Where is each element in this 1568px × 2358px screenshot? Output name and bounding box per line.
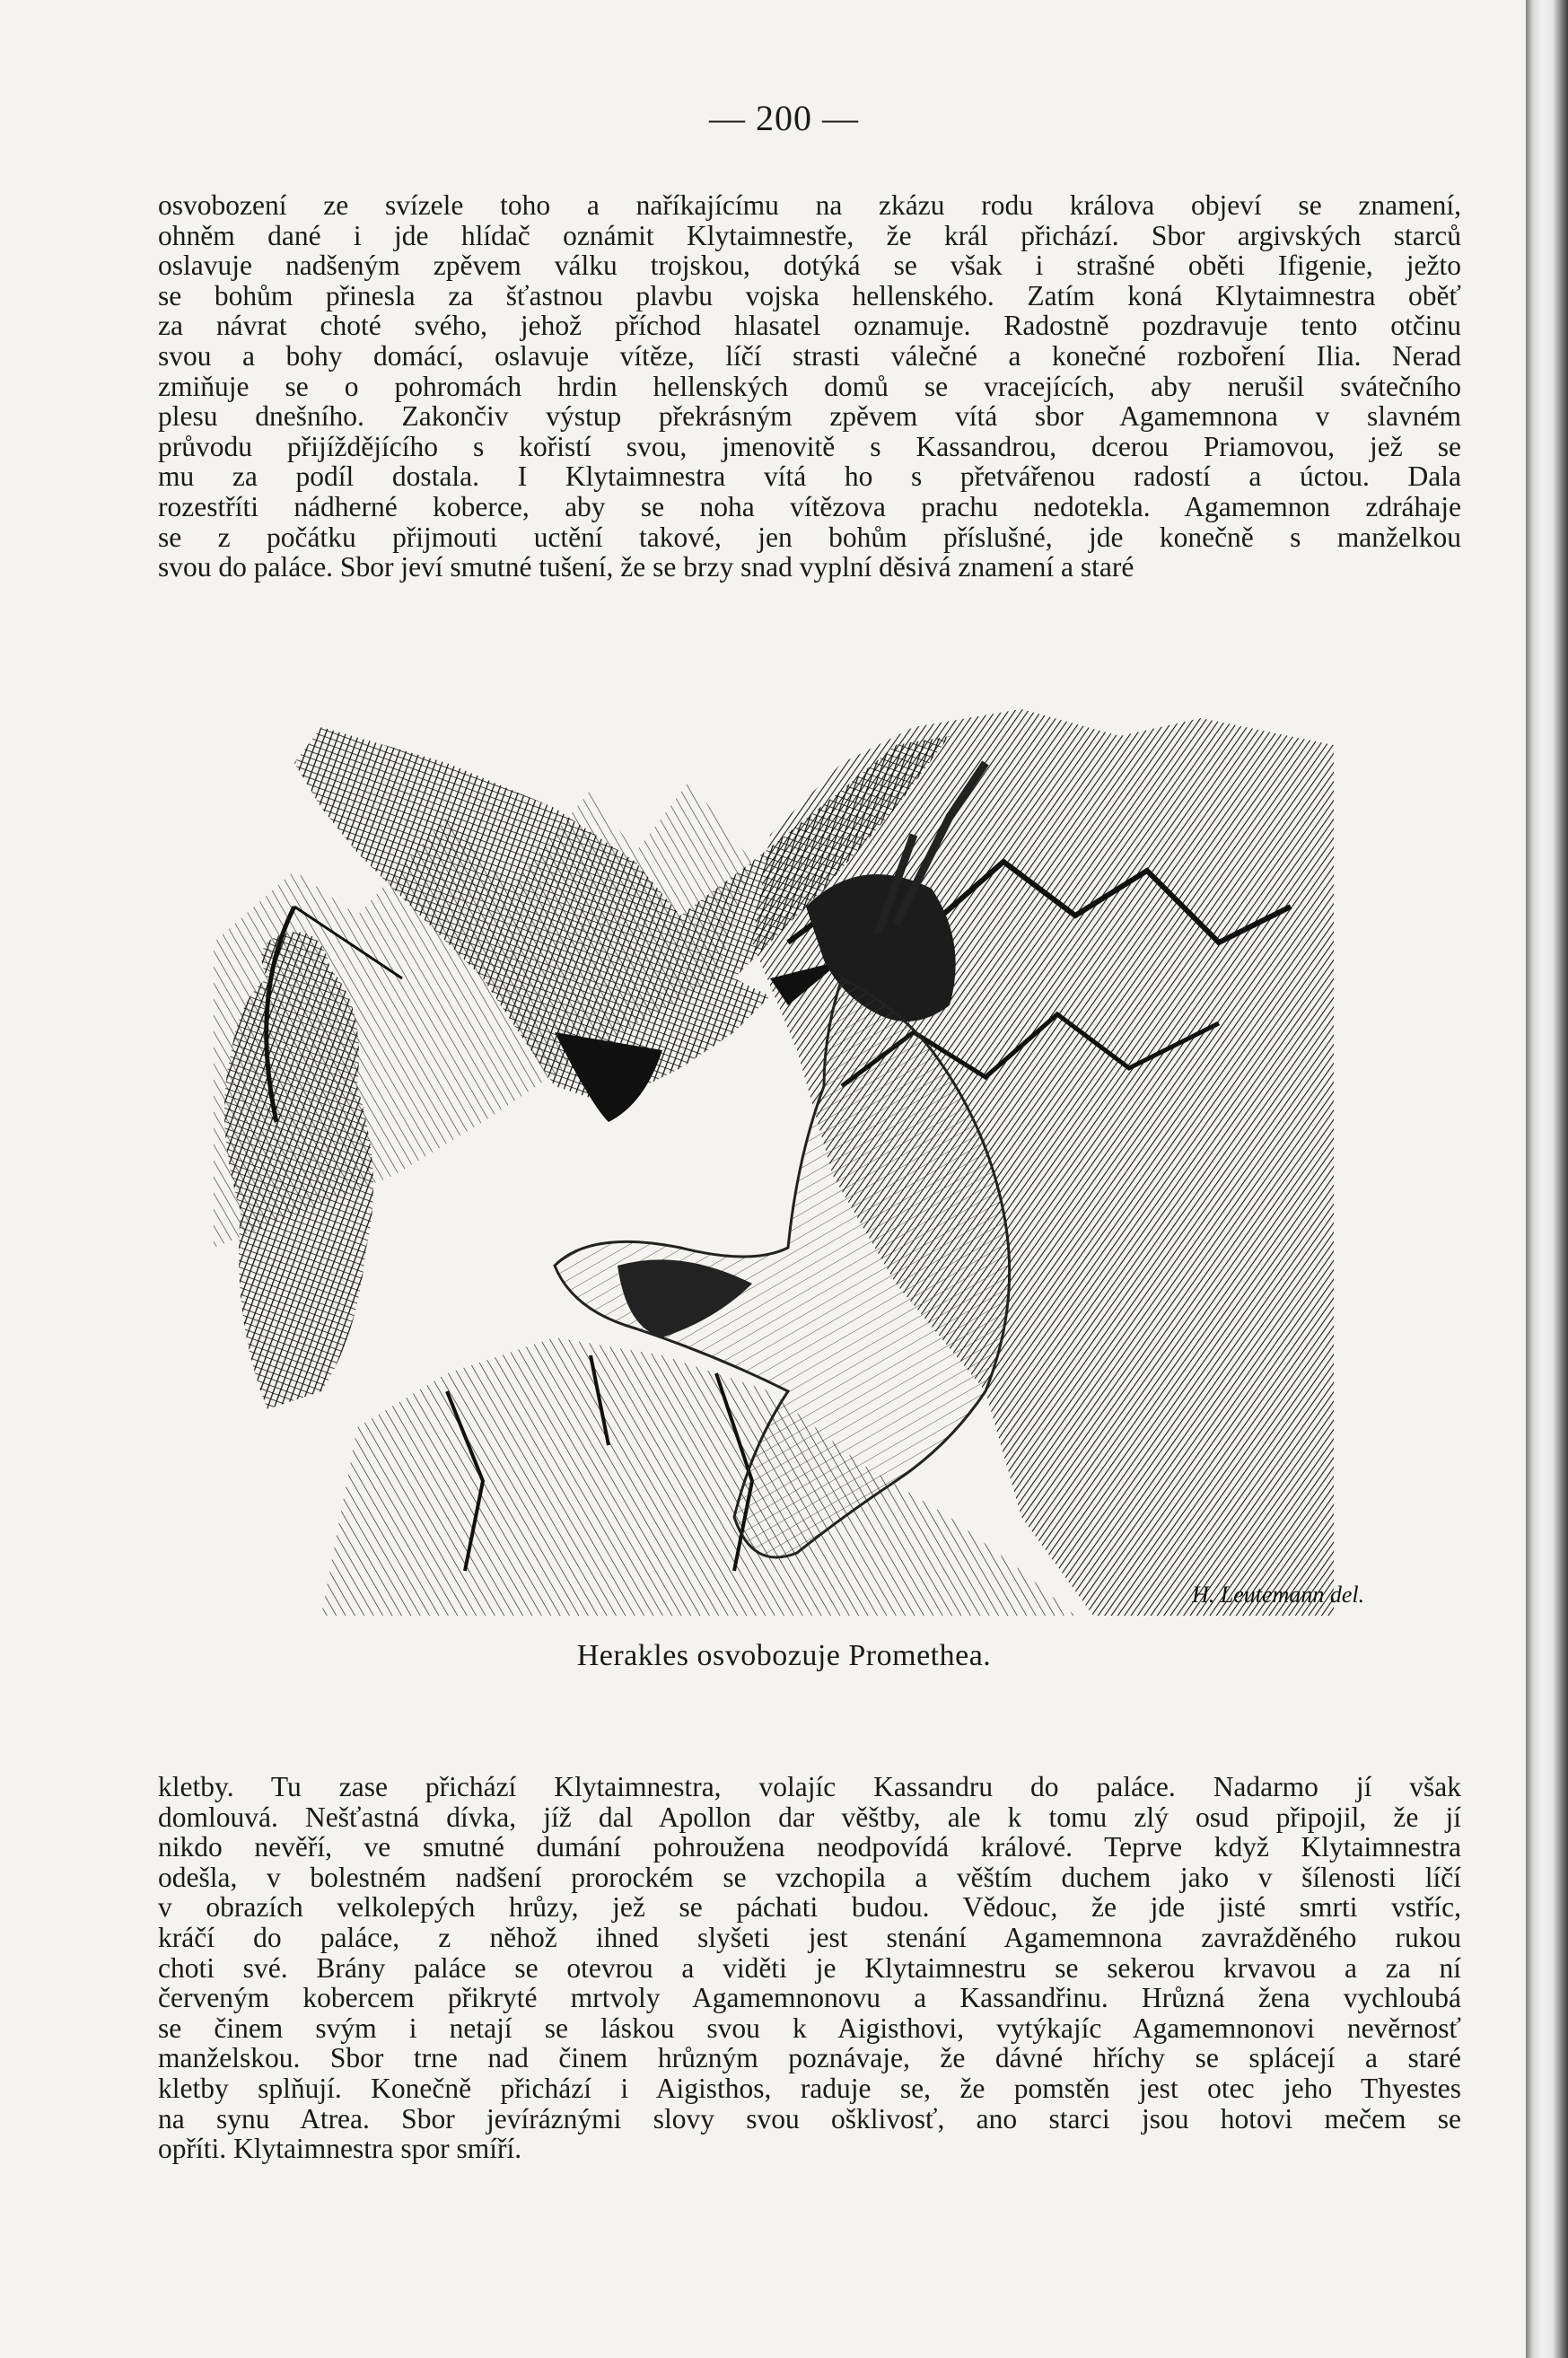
- bottom-paragraph: [158, 1772, 1461, 2164]
- text-line: červeným kobercem přikryté mrtvoly Agamemnonovu a Kassandřinu. Hrůzná žena vychloubá: [158, 1982, 1461, 2014]
- text-line: za návrat choté svého, jehož příchod hlasatel oznamuje. Radostně pozdravuje tento otčinu: [158, 310, 1461, 342]
- top-paragraph: [158, 190, 1461, 583]
- text-line: se z počátku přijmouti uctění takové, jen bohům příslušné, jde konečně s manželkou: [158, 521, 1461, 553]
- text-line: zmiňuje se o pohromách hrdin hellenských domů se vracejících, aby nerušil svátečního: [158, 370, 1461, 402]
- text-line: nikdo nevěří, ve smutné dumání pohroužena neodpovídá králové. Teprve když Klytaimnestra: [158, 1831, 1461, 1863]
- illustration-signature: H. Leutemann del.: [1192, 1582, 1365, 1608]
- text-line: choti své. Brány paláce se otevrou a viděti je Klytaimnestru se sekerou krvavou a za ní: [158, 1951, 1461, 1984]
- text-line: opříti. Klytaimnestra spor smíří.: [158, 2133, 522, 2165]
- illustration-herakles-prometheus: [214, 709, 1365, 1616]
- text-line: v obrazích velkolepých hrůzy, jež se páchati budou. Vědouc, že jde jisté smrti vstříc,: [158, 1891, 1461, 1924]
- text-line: odešla, v bolestném nadšení prorockém se vzchopila a věštím duchem jako v šílenosti líčí: [158, 1861, 1461, 1893]
- text-line: osvobození ze svízele toho a naříkajícímu na zkázu rodu králova objeví se znamení,: [158, 189, 1461, 221]
- page-edge: [1526, 0, 1568, 2358]
- engraving: [214, 709, 1365, 1616]
- text-line: na synu Atrea. Sbor jevíráznými slovy svou ošklivosť, ano starci jsou hotovi mečem se: [158, 2102, 1461, 2134]
- text-line: svou do paláce. Sbor jeví smutné tušení, že se brzy snad vyplní děsivá znamení a staré: [158, 551, 1134, 583]
- page-number: — 200 —: [709, 98, 859, 138]
- text-line: manželskou. Sbor trne nad činem hrůzným poznávaje, že dávné hříchy se splácejí a staré: [158, 2042, 1461, 2074]
- text-line: kletby. Tu zase přichází Klytaimnestra, volajíc Kassandru do paláce. Nadarmo jí však: [158, 1771, 1461, 1802]
- text-line: ohněm dané i jde hlídač oznámit Klytaimnestře, že král přichází. Sbor argivských starců: [158, 219, 1461, 251]
- text-line: průvodu přijíždějícího s kořistí svou, jmenovitě s Kassandrou, dcerou Priamovou, jež se: [158, 430, 1461, 462]
- text-line: rozestříti nádherné koberce, aby se noha vítězova prachu nedotekla. Agamemnon zdráhaje: [158, 490, 1461, 522]
- text-line: plesu dnešního. Zakončiv výstup překrásným zpěvem vítá sbor Agamemnona v slavném: [158, 400, 1461, 433]
- text-line: kletby splňují. Konečně přichází i Aigisthos, raduje se, že pomstěn jest otec jeho Thyestes: [158, 2072, 1461, 2104]
- illustration-caption: Herakles osvobozuje Promethea.: [576, 1639, 992, 1672]
- text-line: oslavuje nadšeným zpěvem válku trojskou, dotýká se však i strašné oběti Ifigenie, ježto: [158, 250, 1461, 282]
- text-line: mu za podíl dostala. I Klytaimnestra vítá ho s přetvářenou radostí a úctou. Dala: [158, 460, 1461, 493]
- text-line: se činem svým i netají se láskou svou k Aigisthovi, vytýkajíc Agamemnonovi nevěrnosť: [158, 2012, 1461, 2044]
- text-line: domlouvá. Nešťastná dívka, jíž dal Apollon dar věštby, ale k tomu zlý osud připojil, že jí: [158, 1801, 1461, 1833]
- text-line: se bohům přinesla za šťastnou plavbu vojska hellenského. Zatím koná Klytaimnestra oběť: [158, 279, 1461, 311]
- text-line: kráčí do paláce, z něhož ihned slyšeti jest stenání Agamemnona zavražděného rukou: [158, 1921, 1461, 1953]
- text-line: svou a bohy domácí, oslavuje vítěze, líčí strasti válečné a konečné rozboření Ilia. Nerad: [158, 339, 1461, 372]
